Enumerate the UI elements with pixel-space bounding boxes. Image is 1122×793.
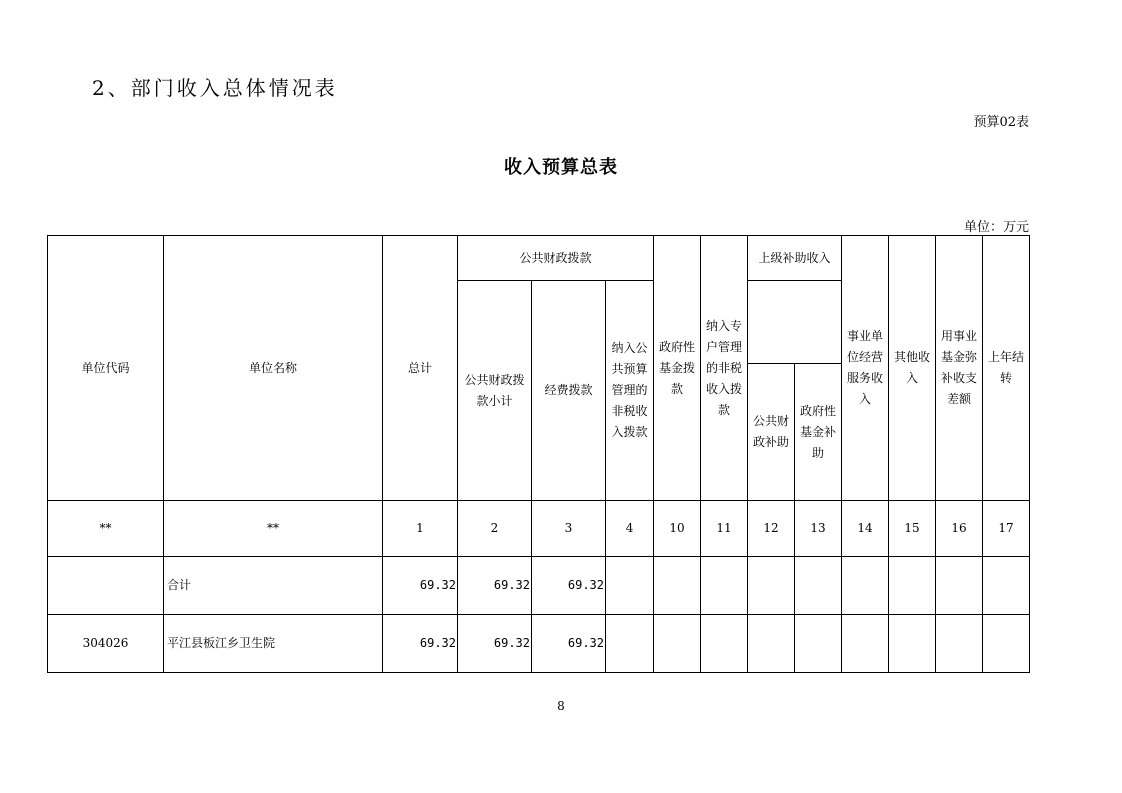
header-public-fiscal-group: 公共财政拨款 [458,236,654,281]
header-other-income: 其他收入 [889,236,936,501]
empty-cell [606,557,654,615]
empty-cell [654,557,701,615]
index-cell: ** [48,501,164,557]
index-row [48,501,1030,557]
header-business-fund-offset: 用事业基金弥补收支差额 [936,236,983,501]
index-cell: 17 [983,501,1030,557]
index-cell: 14 [842,501,889,557]
table-id: 预算02表 [973,115,1029,130]
header-unit-name: 单位名称 [164,236,383,501]
unit-code-cell: 304026 [48,615,164,673]
table-row [48,615,1030,673]
header-gov-fund-appropriation: 政府性基金拨款 [654,236,701,501]
header-special-non-tax: 纳入专户管理的非税收入拨款 [701,236,748,501]
index-cell: 3 [532,501,606,557]
subtotal-cell: 69.32 [458,615,532,673]
header-row-1 [48,236,1030,281]
index-cell: 12 [748,501,795,557]
index-cell: 10 [654,501,701,557]
header-public-fiscal-subsidy: 公共财政补助 [748,364,795,501]
header-public-fiscal-subtotal: 公共财政拨款小计 [458,281,532,501]
empty-cell [983,615,1030,673]
header-total: 总计 [383,236,458,501]
index-cell: 4 [606,501,654,557]
header-superior-subsidy-spacer [748,281,842,364]
empty-cell [795,615,842,673]
empty-cell [936,557,983,615]
unit-name-cell: 合计 [164,557,383,615]
page-number: 8 [557,699,565,713]
total-cell: 69.32 [383,557,458,615]
empty-cell [889,615,936,673]
index-cell: 1 [383,501,458,557]
header-gov-fund-subsidy: 政府性基金补助 [795,364,842,501]
unit-code-cell [48,557,164,615]
income-budget-table [47,235,1030,673]
header-unit-code: 单位代码 [48,236,164,501]
index-cell: 16 [936,501,983,557]
header-superior-subsidy-group: 上级补助收入 [748,236,842,281]
section-title: 2、部门收入总体情况表 [92,76,338,100]
subtotal-cell: 69.32 [458,557,532,615]
header-prior-year-carryover: 上年结转 [983,236,1030,501]
header-non-tax-in-budget: 纳入公共预算管理的非税收入拨款 [606,281,654,501]
unit-label: 单位：万元 [963,220,1029,235]
empty-cell [795,557,842,615]
empty-cell [654,615,701,673]
empty-cell [748,557,795,615]
total-cell: 69.32 [383,615,458,673]
empty-cell [701,615,748,673]
header-operating-funds: 经费拨款 [532,281,606,501]
empty-cell [606,615,654,673]
empty-cell [936,615,983,673]
header-business-income: 事业单位经营服务收入 [842,236,889,501]
index-cell: 2 [458,501,532,557]
empty-cell [889,557,936,615]
empty-cell [842,557,889,615]
main-title: 收入预算总表 [504,157,618,178]
index-cell: 13 [795,501,842,557]
table-row-total [48,557,1030,615]
index-cell: ** [164,501,383,557]
empty-cell [748,615,795,673]
operating-funds-cell: 69.32 [532,557,606,615]
index-cell: 11 [701,501,748,557]
unit-name-cell: 平江县板江乡卫生院 [164,615,383,673]
empty-cell [842,615,889,673]
empty-cell [983,557,1030,615]
empty-cell [701,557,748,615]
operating-funds-cell: 69.32 [532,615,606,673]
index-cell: 15 [889,501,936,557]
